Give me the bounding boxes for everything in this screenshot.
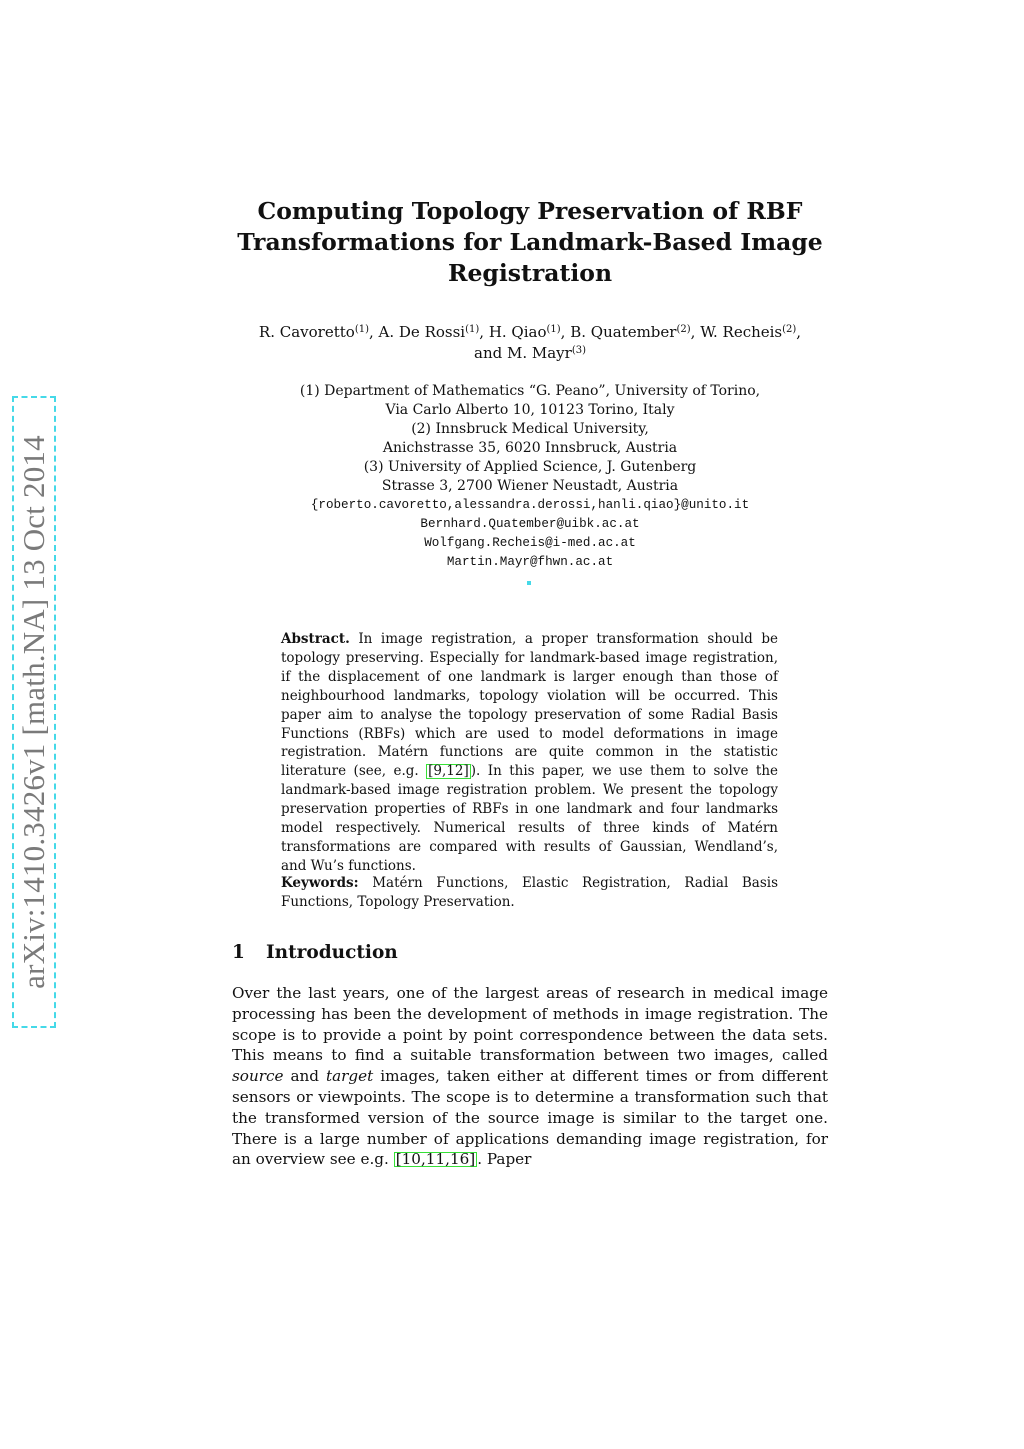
section-heading <box>232 942 398 963</box>
author-name: B. Quatember <box>570 323 677 341</box>
email-address: Wolfgang.Recheis@i-med.ac.at <box>424 536 636 550</box>
section-number: 1 <box>232 942 245 963</box>
affiliation-line: Strasse 3, 2700 Wiener Neustadt, Austria <box>381 478 679 494</box>
affiliation-line: (3) University of Applied Science, J. Gutenberg <box>363 459 697 475</box>
citation-link[interactable]: [9,12] <box>428 763 469 780</box>
keywords-text: Matérn Functions, Elastic Registration, Radial Basis Functions, Topology Preservation. <box>281 875 778 910</box>
citation-number: 12 <box>446 763 464 780</box>
affiliations <box>230 382 830 572</box>
author-affiliation-mark: (1) <box>354 324 369 335</box>
keywords-label: Keywords: <box>281 875 359 891</box>
author-affiliation-mark: (2) <box>782 324 797 335</box>
abstract-text: ). In this paper, we use them to solve the landmark-based image registration problem. We present the topology preservation properties of RBFs in one landmark and four landmarks model respectively. Numerical results of three kinds of Matérn transformations are compared with results of Gaussian, Wendland’s, and Wu’s functions. <box>281 763 778 874</box>
emphasis-target: target <box>326 1067 374 1086</box>
citation-number: 11 <box>425 1150 446 1169</box>
author-list: R. Cavoretto$^{(1)}$, A. De Rossi$^{(1)}$, H. Qiao$^{(1)}$, B. Quatember$^{(2)}$, W. Recheis$^{(2)}$, and M. Mayr$^{(3)}$ <box>258 323 802 362</box>
abstract-text: In image registration, a proper transformation should be topology preserving. Especially for landmark-based image registration, if the displacement of one landmark is larger enough than those of neighbourhood landmarks, topology violation will be occurred. This paper aim to analyse the topology preservation of some Radial Basis Functions (RBFs) which are used to model deformations in image registration. Matérn functions are quite common in the statistic literature (see, e.g. <box>281 631 778 780</box>
author-affiliation-mark: (1) <box>546 324 561 335</box>
author-name: H. Qiao <box>488 323 547 341</box>
author-name: A. De Rossi <box>378 323 466 341</box>
emphasis-source: source <box>232 1067 284 1086</box>
arxiv-stamp <box>12 396 56 1028</box>
affiliation-line: Via Carlo Alberto 10, 10123 Torino, Italy <box>385 402 675 418</box>
abstract <box>281 630 778 876</box>
affiliation-line: Anichstrasse 35, 6020 Innsbruck, Austria <box>382 440 678 456</box>
affiliation-line: (2) Innsbruck Medical University, <box>411 421 649 437</box>
section-title: Introduction <box>266 942 398 963</box>
affiliation-line: (1) Department of Mathematics “G. Peano”, University of Torino, <box>299 383 761 399</box>
author-name: W. Recheis <box>700 323 783 341</box>
citation-number: 10 <box>401 1150 421 1169</box>
paper-title: Computing Topology Preservation of RBF Transformations for Landmark-Based Image Registration <box>237 197 823 287</box>
author-affiliation-mark: (3) <box>571 345 586 356</box>
intro-paragraph: Over the last years, one of the largest areas of research in medical image processing has been the development of methods in image registration. The scope is to provide a point by point correspondence between the data sets. This means to find a suitable transformation between two images, called source and target images, taken either at different times or from different sensors or viewpoints. The scope is to determine a transformation such that the transformed version of the source image is similar to the target one. There is a large number of applications demanding image registration, for an overview see e.g. [10,11,16] . Paper <box>232 984 828 1169</box>
citation-number: 9 <box>433 763 442 780</box>
email-address: Bernhard.Quatember@uibk.ac.at <box>420 517 640 531</box>
author-name: R. Cavoretto <box>258 323 355 341</box>
citation-number: 16 <box>449 1150 470 1169</box>
link-marker <box>527 581 531 585</box>
citation-link[interactable]: [10,11,16] <box>395 1150 476 1169</box>
email-address: Martin.Mayr@fhwn.ac.at <box>446 555 614 569</box>
keywords <box>281 874 778 912</box>
email-address: {roberto.cavoretto,alessandra.derossi,hanli.qiao}@unito.it <box>310 498 750 512</box>
arxiv-id: arXiv:1410.3426v1 [math.NA] 13 Oct 2014 <box>16 435 52 989</box>
author-name: M. Mayr <box>506 344 572 362</box>
abstract-label: Abstract. <box>281 631 350 647</box>
author-affiliation-mark: (1) <box>465 324 480 335</box>
author-affiliation-mark: (2) <box>676 324 691 335</box>
